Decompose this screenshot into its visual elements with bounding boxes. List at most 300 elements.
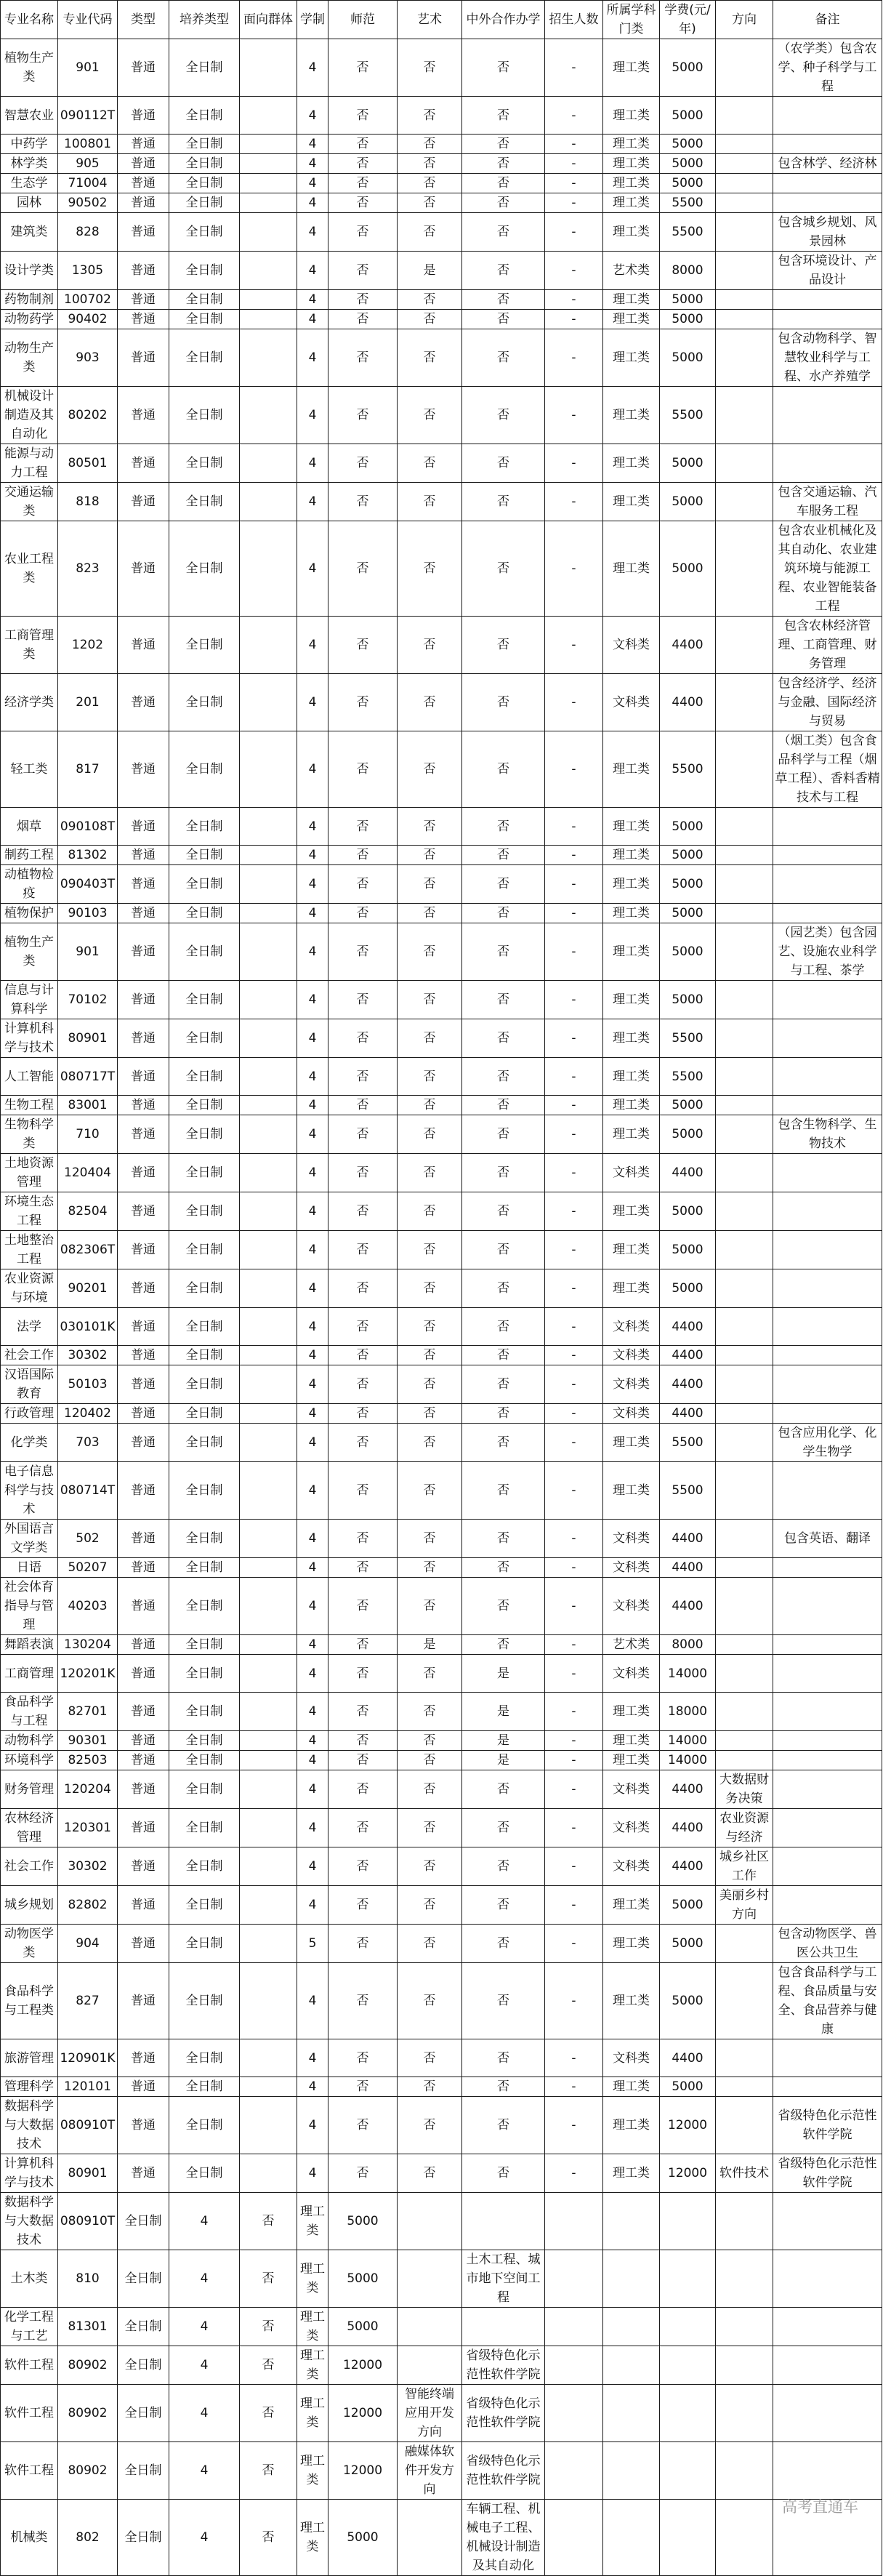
cell-direction (716, 1308, 773, 1346)
cell-direction (716, 1231, 773, 1269)
cell-duration: 理工类 (297, 2442, 328, 2500)
cell-major-code: 904 (58, 1925, 118, 1963)
cell-direction (716, 1558, 773, 1578)
cell-remarks (773, 1847, 882, 1886)
cell-discipline: 文科类 (603, 1520, 660, 1558)
cell-duration: 4 (297, 1192, 328, 1231)
cell-major-name: 软件工程 (1, 2346, 58, 2385)
cell-direction (716, 1635, 773, 1655)
cell-major-code: 080714T (58, 1462, 118, 1520)
cell-duration: 4 (297, 731, 328, 808)
cell-direction (716, 329, 773, 387)
cell-sino-foreign: 省级特色化示范性软件学院 (462, 2442, 545, 2500)
cell-direction (716, 2385, 773, 2442)
cell-duration: 4 (297, 387, 328, 444)
cell-type: 普通 (118, 290, 169, 310)
cell-direction (716, 923, 773, 981)
cell-teacher-training: 否 (328, 1019, 398, 1058)
cell-duration: 4 (297, 808, 328, 846)
cell-art (398, 2500, 462, 2576)
cell-duration: 4 (297, 1058, 328, 1096)
cell-art: 否 (398, 174, 462, 193)
cell-tuition: 12000 (660, 2154, 716, 2193)
cell-duration: 4 (297, 97, 328, 135)
cell-major-name: 社会工作 (1, 1346, 58, 1365)
cell-remarks (773, 2250, 882, 2308)
cell-major-name: 计算机科学与技术 (1, 2154, 58, 2193)
cell-tuition: 18000 (660, 1693, 716, 1731)
cell-tuition: 4400 (660, 1770, 716, 1809)
cell-training-type: 4 (169, 2500, 240, 2576)
cell-remarks (773, 1635, 882, 1655)
cell-sino-foreign: 否 (462, 387, 545, 444)
cell-discipline: 文科类 (603, 674, 660, 731)
cell-training-type: 全日制 (169, 97, 240, 135)
cell-direction (716, 1154, 773, 1192)
cell-tuition: 5500 (660, 1462, 716, 1520)
cell-enrollment: - (545, 213, 603, 252)
cell-duration: 4 (297, 154, 328, 174)
cell-teacher-training: 否 (328, 97, 398, 135)
cell-remarks (773, 174, 882, 193)
cell-duration: 4 (297, 444, 328, 483)
cell-sino-foreign: 否 (462, 2077, 545, 2097)
table-body (1, 39, 882, 2576)
cell-discipline: 理工类 (603, 1731, 660, 1751)
cell-tuition: 4400 (660, 1578, 716, 1635)
cell-art (398, 2193, 462, 2250)
cell-type: 普通 (118, 617, 169, 674)
cell-remarks (773, 981, 882, 1019)
cell-major-code: 81302 (58, 846, 118, 865)
cell-art: 否 (398, 1751, 462, 1770)
cell-duration: 4 (297, 1462, 328, 1520)
cell-tuition (660, 2385, 716, 2442)
cell-type: 普通 (118, 252, 169, 290)
table-row (1, 1693, 882, 1731)
cell-type: 普通 (118, 1019, 169, 1058)
cell-direction (716, 1365, 773, 1404)
cell-teacher-training: 否 (328, 329, 398, 387)
table-row (1, 1751, 882, 1770)
cell-major-name: 能源与动力工程 (1, 444, 58, 483)
cell-major-code: 80902 (58, 2442, 118, 2500)
cell-major-name: 土木类 (1, 2250, 58, 2308)
cell-type: 全日制 (118, 2500, 169, 2576)
cell-target-group (240, 290, 297, 310)
cell-direction (716, 1269, 773, 1308)
cell-training-type: 全日制 (169, 674, 240, 731)
cell-art: 否 (398, 2039, 462, 2077)
cell-sino-foreign: 否 (462, 1365, 545, 1404)
column-header-duration: 学制 (297, 1, 328, 39)
cell-sino-foreign: 否 (462, 193, 545, 213)
cell-teacher-training: 否 (328, 1770, 398, 1809)
cell-duration: 4 (297, 290, 328, 310)
cell-major-code: 81301 (58, 2308, 118, 2346)
cell-major-code: 502 (58, 1520, 118, 1558)
cell-target-group (240, 444, 297, 483)
table-header-row (1, 1, 882, 39)
cell-remarks (773, 135, 882, 154)
cell-target-group (240, 1154, 297, 1192)
cell-art: 否 (398, 674, 462, 731)
cell-target-group (240, 1925, 297, 1963)
cell-target-group: 否 (240, 2442, 297, 2500)
cell-training-type: 全日制 (169, 1308, 240, 1346)
cell-sino-foreign: 否 (462, 674, 545, 731)
cell-training-type: 全日制 (169, 213, 240, 252)
cell-tuition: 5500 (660, 213, 716, 252)
cell-duration: 理工类 (297, 2308, 328, 2346)
cell-sino-foreign: 否 (462, 1231, 545, 1269)
cell-duration: 理工类 (297, 2385, 328, 2442)
cell-target-group (240, 1770, 297, 1809)
cell-duration: 4 (297, 193, 328, 213)
cell-teacher-training: 否 (328, 1847, 398, 1886)
table-row (1, 1635, 882, 1655)
cell-type: 全日制 (118, 2193, 169, 2250)
cell-art: 否 (398, 1578, 462, 1635)
cell-type: 普通 (118, 1731, 169, 1751)
cell-type: 普通 (118, 846, 169, 865)
cell-tuition: 5000 (660, 39, 716, 97)
cell-major-name: 动物药学 (1, 310, 58, 329)
table-row (1, 1346, 882, 1365)
cell-duration: 4 (297, 1847, 328, 1886)
cell-major-name: 经济学类 (1, 674, 58, 731)
cell-discipline: 理工类 (603, 290, 660, 310)
cell-training-type: 全日制 (169, 1058, 240, 1096)
cell-art (398, 2308, 462, 2346)
cell-direction (716, 1655, 773, 1693)
cell-major-code: 80901 (58, 2154, 118, 2193)
cell-tuition: 5000 (660, 1231, 716, 1269)
cell-enrollment (545, 2193, 603, 2250)
cell-enrollment: - (545, 252, 603, 290)
cell-discipline: 理工类 (603, 1925, 660, 1963)
table-row (1, 193, 882, 213)
cell-enrollment: - (545, 617, 603, 674)
table-row (1, 2077, 882, 2097)
cell-type: 普通 (118, 483, 169, 521)
cell-training-type: 全日制 (169, 904, 240, 923)
cell-enrollment: - (545, 1886, 603, 1925)
cell-training-type: 全日制 (169, 154, 240, 174)
cell-major-name: 植物生产类 (1, 923, 58, 981)
cell-enrollment: - (545, 808, 603, 846)
cell-enrollment (545, 2308, 603, 2346)
cell-teacher-training: 否 (328, 1578, 398, 1635)
cell-sino-foreign: 否 (462, 1192, 545, 1231)
cell-art: 否 (398, 483, 462, 521)
cell-remarks (773, 1770, 882, 1809)
cell-enrollment: - (545, 154, 603, 174)
cell-sino-foreign: 否 (462, 2039, 545, 2077)
cell-teacher-training: 否 (328, 1404, 398, 1424)
cell-teacher-training: 12000 (328, 2346, 398, 2385)
cell-teacher-training: 否 (328, 808, 398, 846)
cell-major-code: 100702 (58, 290, 118, 310)
cell-major-code: 30302 (58, 1847, 118, 1886)
cell-major-code: 030101K (58, 1308, 118, 1346)
cell-training-type: 全日制 (169, 1558, 240, 1578)
cell-training-type: 全日制 (169, 1925, 240, 1963)
cell-duration: 理工类 (297, 2346, 328, 2385)
cell-major-name: 动物医学类 (1, 1925, 58, 1963)
cell-enrollment: - (545, 865, 603, 904)
cell-major-name: 植物生产类 (1, 39, 58, 97)
cell-training-type: 全日制 (169, 39, 240, 97)
cell-art: 否 (398, 1058, 462, 1096)
cell-type: 普通 (118, 1520, 169, 1558)
cell-duration: 4 (297, 923, 328, 981)
cell-discipline (603, 2250, 660, 2308)
cell-tuition: 4400 (660, 1558, 716, 1578)
cell-enrollment: - (545, 1693, 603, 1731)
column-header-sino-foreign: 中外合作办学 (462, 1, 545, 39)
cell-major-name: 数据科学与大数据技术 (1, 2193, 58, 2250)
cell-tuition: 5500 (660, 1058, 716, 1096)
cell-type: 普通 (118, 1308, 169, 1346)
cell-major-code: 120201K (58, 1655, 118, 1693)
cell-duration: 4 (297, 1520, 328, 1558)
cell-training-type: 全日制 (169, 387, 240, 444)
cell-duration: 4 (297, 174, 328, 193)
cell-discipline: 理工类 (603, 97, 660, 135)
cell-training-type: 全日制 (169, 1963, 240, 2039)
cell-art: 否 (398, 923, 462, 981)
cell-art: 否 (398, 1731, 462, 1751)
column-header-art: 艺术 (398, 1, 462, 39)
cell-tuition: 5500 (660, 1019, 716, 1058)
cell-remarks: （农学类）包含农学、种子科学与工程 (773, 39, 882, 97)
cell-sino-foreign: 否 (462, 2154, 545, 2193)
cell-discipline: 文科类 (603, 617, 660, 674)
cell-direction (716, 808, 773, 846)
cell-teacher-training: 否 (328, 904, 398, 923)
cell-type: 普通 (118, 213, 169, 252)
cell-direction (716, 1058, 773, 1096)
cell-enrollment: - (545, 1558, 603, 1578)
cell-major-name: 电子信息科学与技术 (1, 1462, 58, 1520)
cell-discipline: 文科类 (603, 1346, 660, 1365)
cell-major-name: 城乡规划 (1, 1886, 58, 1925)
table-row (1, 846, 882, 865)
cell-training-type: 全日制 (169, 2154, 240, 2193)
cell-training-type: 全日制 (169, 329, 240, 387)
cell-type: 普通 (118, 808, 169, 846)
cell-duration: 4 (297, 1346, 328, 1365)
cell-major-name: 财务管理 (1, 1770, 58, 1809)
table-row (1, 252, 882, 290)
cell-remarks (773, 97, 882, 135)
table-row (1, 1925, 882, 1963)
cell-remarks (773, 1558, 882, 1578)
cell-major-code: 80501 (58, 444, 118, 483)
cell-target-group (240, 329, 297, 387)
cell-teacher-training: 5000 (328, 2250, 398, 2308)
cell-type: 普通 (118, 39, 169, 97)
cell-sino-foreign: 是 (462, 1751, 545, 1770)
cell-enrollment: - (545, 1308, 603, 1346)
cell-target-group (240, 1693, 297, 1731)
cell-duration: 4 (297, 1269, 328, 1308)
cell-major-name: 机械设计制造及其自动化 (1, 387, 58, 444)
cell-enrollment: - (545, 310, 603, 329)
cell-remarks (773, 1578, 882, 1635)
cell-enrollment: - (545, 1655, 603, 1693)
cell-training-type: 全日制 (169, 290, 240, 310)
cell-major-name: 计算机科学与技术 (1, 1019, 58, 1058)
table-row (1, 310, 882, 329)
cell-training-type: 全日制 (169, 1751, 240, 1770)
cell-major-name: 外国语言文学类 (1, 1520, 58, 1558)
cell-duration: 4 (297, 1770, 328, 1809)
table-row (1, 154, 882, 174)
table-row (1, 865, 882, 904)
table-row (1, 444, 882, 483)
cell-tuition: 5000 (660, 1115, 716, 1154)
cell-major-name: 设计学类 (1, 252, 58, 290)
cell-sino-foreign: 否 (462, 808, 545, 846)
cell-type: 普通 (118, 1058, 169, 1096)
cell-teacher-training: 否 (328, 1655, 398, 1693)
cell-major-code: 710 (58, 1115, 118, 1154)
cell-art: 否 (398, 1925, 462, 1963)
cell-major-code: 80902 (58, 2346, 118, 2385)
cell-major-code: 82701 (58, 1693, 118, 1731)
cell-duration: 4 (297, 1731, 328, 1751)
cell-art: 智能终端应用开发方向 (398, 2385, 462, 2442)
cell-target-group: 否 (240, 2385, 297, 2442)
cell-enrollment: - (545, 329, 603, 387)
cell-type: 普通 (118, 923, 169, 981)
cell-art: 否 (398, 1462, 462, 1520)
cell-major-code: 90201 (58, 1269, 118, 1308)
cell-direction (716, 674, 773, 731)
cell-major-name: 行政管理 (1, 1404, 58, 1424)
cell-major-name: 中药学 (1, 135, 58, 154)
table-row (1, 290, 882, 310)
cell-teacher-training: 否 (328, 1635, 398, 1655)
cell-duration: 4 (297, 1308, 328, 1346)
cell-art: 否 (398, 444, 462, 483)
cell-remarks (773, 1404, 882, 1424)
cell-art: 否 (398, 617, 462, 674)
cell-art: 否 (398, 731, 462, 808)
cell-target-group (240, 387, 297, 444)
cell-enrollment: - (545, 1346, 603, 1365)
column-header-enrollment: 招生人数 (545, 1, 603, 39)
cell-major-name: 化学工程与工艺 (1, 2308, 58, 2346)
cell-tuition (660, 2250, 716, 2308)
cell-major-code: 080717T (58, 1058, 118, 1096)
cell-major-code: 82802 (58, 1886, 118, 1925)
table-row (1, 1269, 882, 1308)
table-row (1, 1655, 882, 1693)
cell-remarks (773, 2308, 882, 2346)
cell-target-group (240, 981, 297, 1019)
cell-discipline: 理工类 (603, 1424, 660, 1462)
cell-discipline: 理工类 (603, 154, 660, 174)
cell-type: 普通 (118, 1231, 169, 1269)
cell-remarks: 省级特色化示范性软件学院 (773, 2154, 882, 2193)
cell-major-code: 082306T (58, 1231, 118, 1269)
table-row (1, 2442, 882, 2500)
cell-art: 否 (398, 329, 462, 387)
cell-teacher-training: 5000 (328, 2308, 398, 2346)
cell-major-name: 农业资源与环境 (1, 1269, 58, 1308)
cell-direction (716, 2346, 773, 2385)
cell-enrollment (545, 2500, 603, 2576)
cell-teacher-training: 否 (328, 1963, 398, 2039)
cell-teacher-training: 否 (328, 39, 398, 97)
cell-type: 普通 (118, 1963, 169, 2039)
cell-direction: 农业资源与经济 (716, 1809, 773, 1847)
cell-major-name: 制药工程 (1, 846, 58, 865)
cell-direction (716, 444, 773, 483)
table-row (1, 1096, 882, 1115)
cell-enrollment: - (545, 1635, 603, 1655)
cell-enrollment: - (545, 1847, 603, 1886)
cell-discipline: 理工类 (603, 1462, 660, 1520)
cell-teacher-training: 否 (328, 1809, 398, 1847)
table-row (1, 97, 882, 135)
cell-enrollment: - (545, 135, 603, 154)
cell-tuition: 4400 (660, 1308, 716, 1346)
cell-major-code: 80202 (58, 387, 118, 444)
cell-sino-foreign: 否 (462, 39, 545, 97)
cell-teacher-training: 否 (328, 1462, 398, 1520)
cell-remarks: 包含生物科学、生物技术 (773, 1115, 882, 1154)
table-row (1, 1154, 882, 1192)
cell-type: 全日制 (118, 2308, 169, 2346)
cell-training-type: 全日制 (169, 2077, 240, 2097)
cell-sino-foreign: 是 (462, 1693, 545, 1731)
cell-enrollment: - (545, 444, 603, 483)
cell-sino-foreign: 否 (462, 731, 545, 808)
cell-training-type: 全日制 (169, 1424, 240, 1462)
cell-art (398, 2346, 462, 2385)
cell-sino-foreign (462, 2193, 545, 2250)
cell-type: 普通 (118, 1886, 169, 1925)
table-row (1, 483, 882, 521)
cell-teacher-training: 否 (328, 1731, 398, 1751)
cell-discipline: 理工类 (603, 865, 660, 904)
cell-target-group (240, 135, 297, 154)
cell-tuition (660, 2346, 716, 2385)
cell-major-name: 化学类 (1, 1424, 58, 1462)
cell-discipline: 理工类 (603, 483, 660, 521)
cell-target-group (240, 193, 297, 213)
cell-type: 普通 (118, 1578, 169, 1635)
table-row (1, 387, 882, 444)
cell-duration: 4 (297, 1404, 328, 1424)
cell-remarks: 包含经济学、经济与金融、国际经济与贸易 (773, 674, 882, 731)
cell-remarks (773, 1462, 882, 1520)
cell-sino-foreign: 否 (462, 97, 545, 135)
cell-type: 普通 (118, 1655, 169, 1693)
cell-direction (716, 1520, 773, 1558)
cell-sino-foreign: 否 (462, 329, 545, 387)
cell-sino-foreign: 土木工程、城市地下空间工程 (462, 2250, 545, 2308)
cell-direction (716, 97, 773, 135)
cell-remarks: （烟工类）包含食品科学与工程（烟草工程）、香料香精技术与工程 (773, 731, 882, 808)
cell-tuition (660, 2193, 716, 2250)
watermark-text: 高考直通车 (782, 2498, 858, 2516)
cell-teacher-training: 否 (328, 1115, 398, 1154)
